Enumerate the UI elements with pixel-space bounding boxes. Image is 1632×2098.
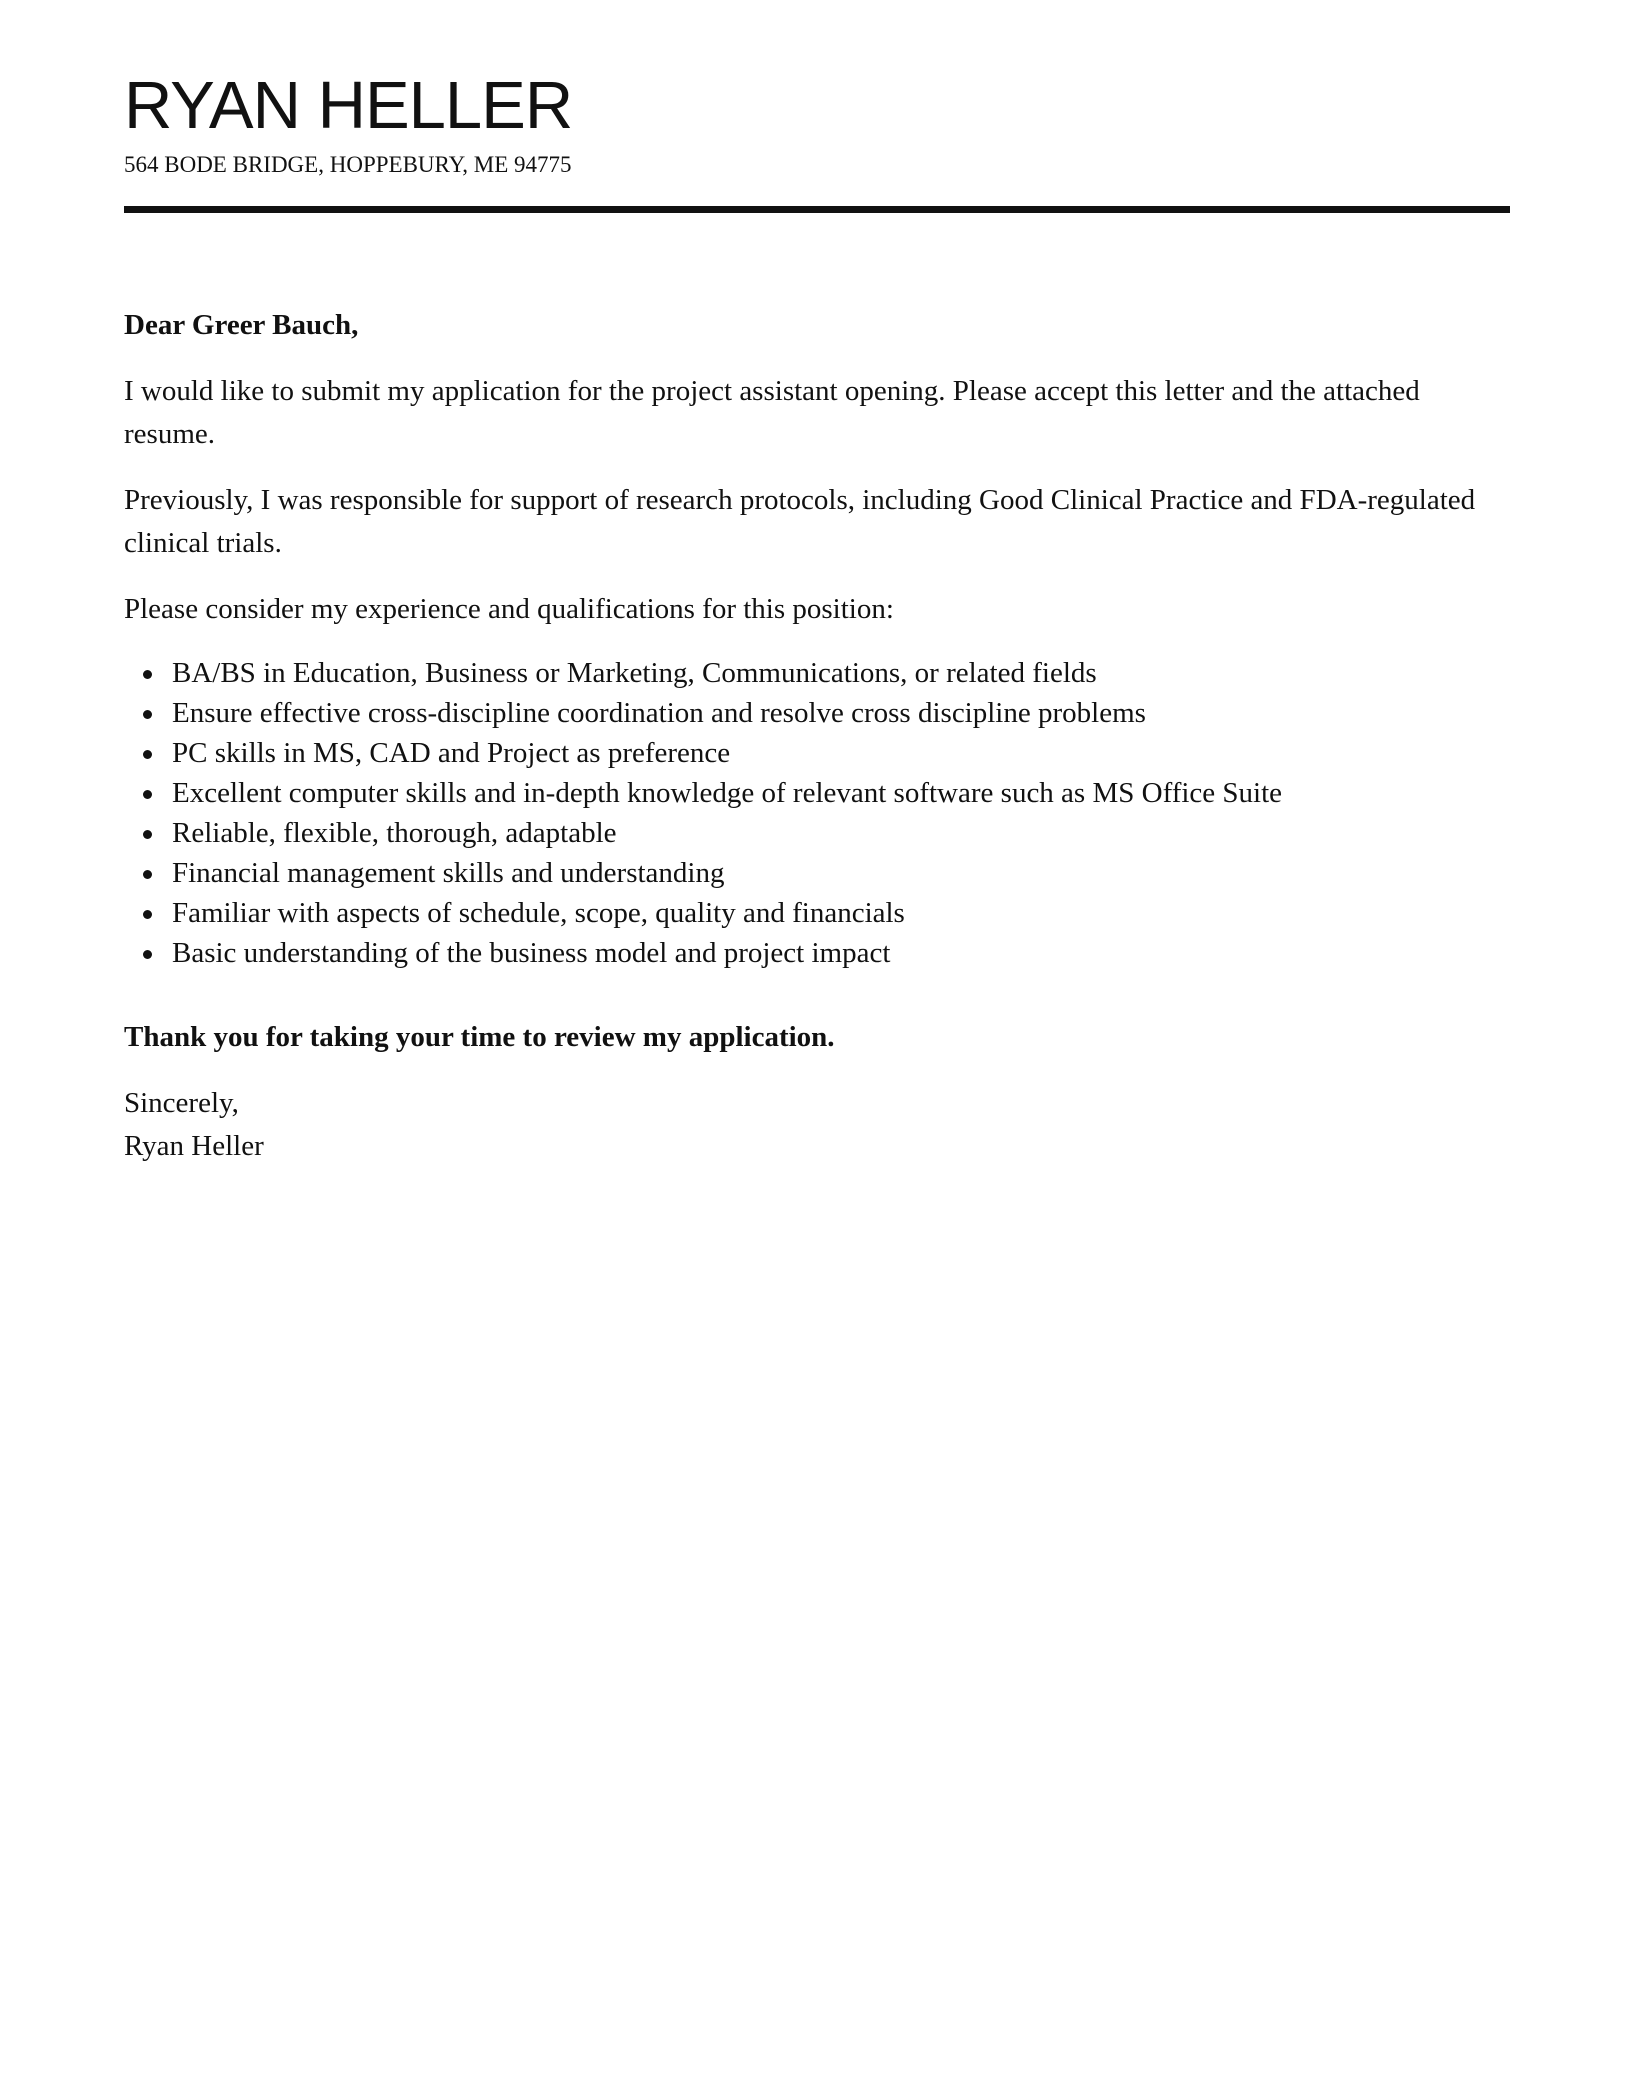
signature-name: Ryan Heller <box>124 1130 264 1162</box>
bullet-icon <box>143 750 152 759</box>
paragraph-intro: I would like to submit my application for the project assistant opening. Please accept this letter and the attached resume. <box>124 375 1420 450</box>
list-item <box>172 933 1510 973</box>
bullet-icon <box>143 870 152 879</box>
salutation: Dear Greer Bauch, <box>124 309 359 341</box>
applicant-address: 564 BODE BRIDGE, HOPPEBURY, ME 94775 <box>124 152 572 177</box>
bullet-icon <box>143 710 152 719</box>
list-item-text: Excellent computer skills and in-depth knowledge of relevant software such as MS Office Suite <box>172 777 1283 809</box>
paragraph-experience: Previously, I was responsible for support of research protocols, including Good Clinical Practice and FDA-regulated clinical trials. <box>124 484 1476 559</box>
list-item-text: Basic understanding of the business model and project impact <box>172 937 891 969</box>
applicant-name: RYAN HELLER <box>124 68 573 143</box>
list-item <box>172 693 1510 733</box>
list-item <box>172 813 1510 853</box>
list-item <box>172 733 1510 773</box>
header-divider <box>124 206 1510 213</box>
list-item <box>172 653 1510 693</box>
qualifications-list <box>124 653 1510 973</box>
bullet-icon <box>143 950 152 959</box>
signoff: Sincerely, <box>124 1087 239 1119</box>
closing-statement: Thank you for taking your time to review my application. <box>124 1021 835 1053</box>
list-item-text: BA/BS in Education, Business or Marketing, Communications, or related fields <box>172 657 1097 689</box>
list-item-text: Ensure effective cross-discipline coordination and resolve cross discipline problems <box>172 697 1146 729</box>
list-item-text: Reliable, flexible, thorough, adaptable <box>172 817 617 849</box>
list-item <box>172 853 1510 893</box>
list-item-text: PC skills in MS, CAD and Project as preference <box>172 737 731 769</box>
list-item-text: Financial management skills and understanding <box>172 857 725 889</box>
list-item <box>172 773 1510 813</box>
letter-body <box>124 304 1510 1168</box>
list-item-text: Familiar with aspects of schedule, scope, quality and financials <box>172 897 905 929</box>
bullet-icon <box>143 910 152 919</box>
bullet-icon <box>143 830 152 839</box>
bullet-icon <box>143 790 152 799</box>
qualifications-intro: Please consider my experience and qualifications for this position: <box>124 593 894 625</box>
list-item <box>172 893 1510 933</box>
bullet-icon <box>143 670 152 679</box>
